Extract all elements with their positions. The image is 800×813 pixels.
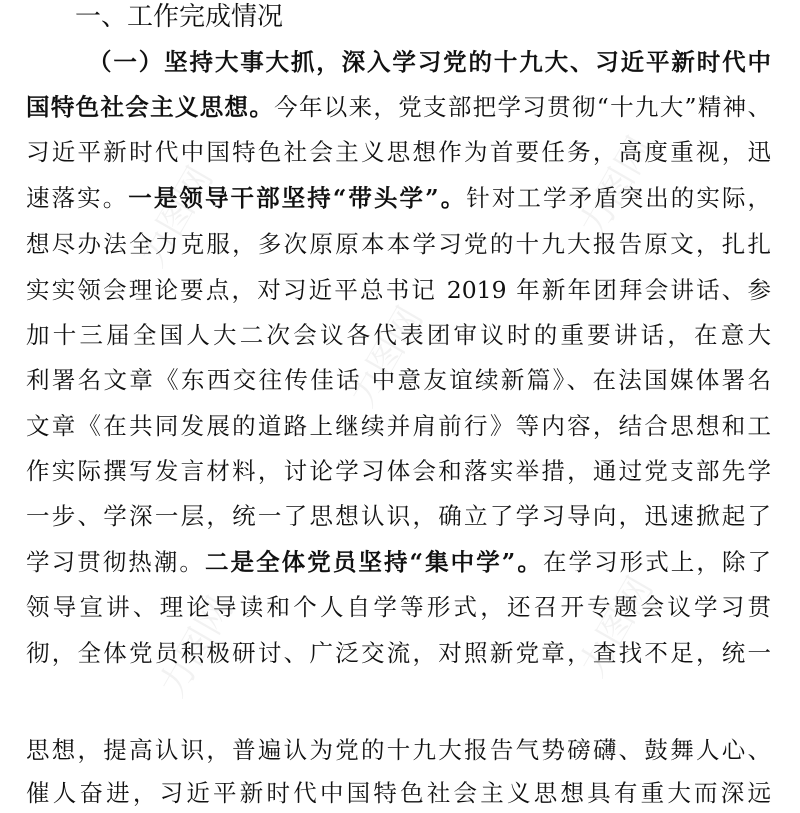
- watermark: 力图网: [151, 589, 242, 705]
- text-line: [26, 633, 771, 673]
- text-segment: 彻，全体党员积极研讨、广泛交流，对照新党章，查找不足，统一: [26, 639, 771, 667]
- text-segment: 针对工学矛盾突出的实际，: [466, 184, 772, 212]
- text-segment: 思想，提高认识，普遍认为党的十九大报告气势磅礴、鼓舞人心、: [26, 736, 771, 764]
- text-line: [26, 315, 771, 355]
- text-segment: 学习贯彻热潮。: [26, 548, 205, 576]
- text-segment: 文章《在共同发展的道路上继续并肩前行》等内容，结合思想和工: [26, 412, 771, 440]
- bold-text-segment: （一）坚持大事大抓，深入学习党的十九大、习近平新时代中: [88, 48, 771, 76]
- text-segment: 催人奋进，习近平新时代中国特色社会主义思想具有重大而深远: [26, 779, 771, 807]
- watermark: 力图网: [131, 159, 222, 275]
- text-line: [26, 730, 771, 770]
- text-line: [26, 178, 771, 218]
- text-line: [26, 132, 771, 172]
- text-line: [88, 42, 771, 82]
- watermark: 力图网: [571, 129, 662, 245]
- text-segment: 作实际撰写发言材料，讨论学习体会和落实举措，通过党支部先学: [26, 457, 771, 485]
- text-line: [26, 360, 771, 400]
- bold-text-segment: 国特色社会主义思想。: [26, 93, 275, 121]
- text-line: [26, 542, 771, 582]
- text-line: [26, 87, 771, 127]
- bold-text-segment: 二是全体党员坚持“集中学”。: [204, 548, 543, 576]
- text-line: [26, 496, 771, 536]
- watermark: 力图网: [571, 569, 662, 685]
- text-segment: 实实领会理论要点，对习近平总书记 2019 年新年团拜会讲话、参: [26, 276, 771, 304]
- text-line: [26, 270, 771, 310]
- text-line: [26, 406, 771, 446]
- text-segment: 习近平新时代中国特色社会主义思想作为首要任务，高度重视，迅: [26, 138, 771, 166]
- watermark: 力图网: [341, 299, 432, 415]
- text-segment: 加十三届全国人大二次会议各代表团审议时的重要讲话，在意大: [26, 321, 771, 349]
- text-segment: 在学习形式上，除了: [542, 548, 772, 576]
- text-line: [26, 224, 771, 264]
- text-line: [26, 451, 771, 491]
- text-line: [26, 773, 771, 813]
- bold-text-segment: 一是领导干部坚持“带头学”。: [128, 184, 467, 212]
- text-segment: 想尽办法全力克服，多次原原本本学习党的十九大报告原文，扎扎: [26, 230, 771, 258]
- text-segment: 利署名文章《东西交往传佳话 中意友谊续新篇》、在法国媒体署名: [26, 366, 771, 394]
- text-segment: 一步、学深一层，统一了思想认识，确立了学习导向，迅速掀起了: [26, 502, 771, 530]
- text-line: [26, 587, 771, 627]
- text-segment: 速落实。: [26, 184, 129, 212]
- text-segment: 领导宣讲、理论导读和个人自学等形式，还召开专题会议学习贯: [26, 593, 771, 621]
- text-segment: 今年以来，党支部把学习贯彻“十九大”精神、: [274, 93, 771, 121]
- section-heading: 一、工作完成情况: [75, 2, 284, 32]
